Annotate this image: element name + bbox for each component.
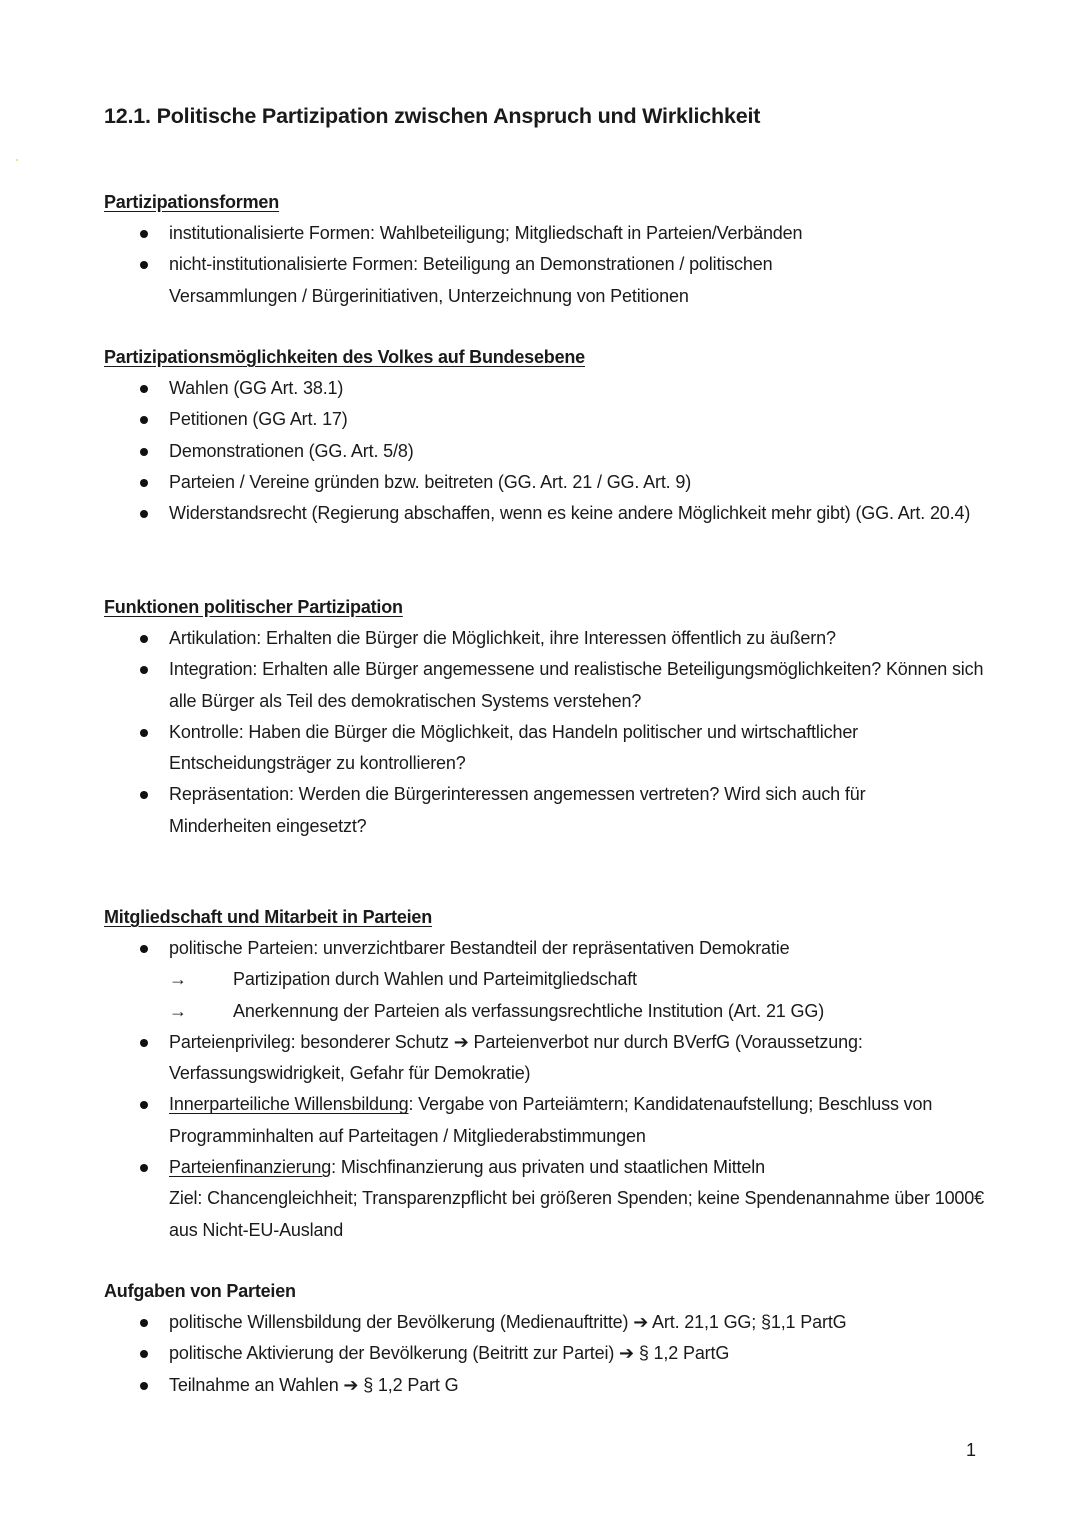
bullet-list (104, 218, 1004, 312)
list-item: Parteienprivileg: besonderer Schutz ➔ Parteienverbot nur durch BVerfG (Voraussetzung: Verfassungswidrigkeit, Gefahr für Demokratie) (104, 1027, 1004, 1090)
list-item: Parteienfinanzierung: Mischfinanzierung aus privaten und staatlichen Mitteln Ziel: Chancengleichheit; Transparenzpflicht bei größeren Spenden; keine Spendenannahme über 1000€ aus Nicht-EU-Ausland (104, 1152, 1004, 1246)
term-label: Innerparteiliche Willensbildung (169, 1094, 409, 1115)
bullet-icon (140, 945, 148, 953)
list-item: politische Willensbildung der Bevölkerung (Medienauftritte) ➔ Art. 21,1 GG; §1,1 PartG (104, 1307, 1004, 1338)
page-title: 12.1. Politische Partizipation zwischen Anspruch und Wirklichkeit (104, 104, 761, 128)
bullet-icon (140, 479, 148, 487)
list-item: Integration: Erhalten alle Bürger angemessene und realistische Beteiligungsmöglichkeiten? Können sich alle Bürger als Teil des demokratischen Systems verstehen? (104, 654, 1004, 717)
list-item: Widerstandsrecht (Regierung abschaffen, wenn es keine andere Möglichkeit mehr gibt) (GG. Art. 20.4) (104, 498, 1004, 529)
list-item: politische Aktivierung der Bevölkerung (Beitritt zur Partei) ➔ § 1,2 PartG (104, 1338, 1004, 1369)
bullet-icon (140, 1164, 148, 1172)
bullet-icon (140, 261, 148, 269)
section-partizipationsmoeglichkeiten (104, 342, 1004, 529)
bullet-list (104, 933, 1004, 1246)
section-mitgliedschaft (104, 902, 1004, 1246)
bullet-icon (140, 510, 148, 518)
list-item: Innerparteiliche Willensbildung: Vergabe von Parteiämtern; Kandidatenaufstellung; Beschluss von Programminhalten auf Parteitagen / Mitgliederabstimmungen (104, 1089, 1004, 1152)
section-heading: Funktionen politischer Partizipation (104, 597, 403, 617)
sub-item: → Anerkennung der Parteien als verfassungsrechtliche Institution (Art. 21 GG) (169, 996, 1004, 1027)
list-item: Repräsentation: Werden die Bürgerinteressen angemessen vertreten? Wird sich auch für Minderheiten eingesetzt? (104, 779, 1004, 842)
list-item: Artikulation: Erhalten die Bürger die Möglichkeit, ihre Interessen öffentlich zu äußern? (104, 623, 1004, 654)
page-number: 1 (966, 1440, 977, 1460)
section-heading: Partizipationsformen (104, 192, 280, 212)
list-item: Teilnahme an Wahlen ➔ § 1,2 Part G (104, 1370, 1004, 1401)
list-item: nicht-institutionalisierte Formen: Beteiligung an Demonstrationen / politischen Versammlungen / Bürgerinitiativen, Unterzeichnung von Petitionen (104, 249, 1004, 312)
section-partizipationsformen (104, 187, 1004, 312)
bullet-icon (140, 1101, 148, 1109)
bullet-icon (140, 666, 148, 674)
bullet-icon (140, 416, 148, 424)
bullet-icon (140, 1350, 148, 1358)
bullet-icon (140, 635, 148, 643)
list-item: Petitionen (GG Art. 17) (104, 404, 1004, 435)
bullet-icon (140, 1382, 148, 1390)
bullet-icon (140, 385, 148, 393)
arrow-right-icon: → (169, 1000, 187, 1021)
list-item: institutionalisierte Formen: Wahlbeteiligung; Mitgliedschaft in Parteien/Verbänden (104, 218, 1004, 249)
bullet-icon (140, 1319, 148, 1327)
section-aufgaben (104, 1276, 1004, 1401)
bullet-icon (140, 230, 148, 238)
bullet-icon (140, 791, 148, 799)
list-item: Kontrolle: Haben die Bürger die Möglichkeit, das Handeln politischer und wirtschaftlicher Entscheidungsträger zu kontrollieren? (104, 717, 1004, 780)
bullet-icon (140, 1039, 148, 1047)
section-heading: Mitgliedschaft und Mitarbeit in Parteien (104, 907, 433, 927)
arrow-right-icon: → (169, 969, 187, 990)
bullet-icon (140, 448, 148, 456)
section-heading: Partizipationsmöglichkeiten des Volkes auf Bundesebene (104, 347, 585, 367)
bullet-list (104, 1307, 1004, 1401)
list-item: politische Parteien: unverzichtbarer Bestandteil der repräsentativen Demokratie → Partizipation durch Wahlen und Parteimitgliedschaft → Anerkennung der Parteien als verfassungsrechtliche Institution (Art. 21 GG) (104, 933, 1004, 1027)
bullet-list (104, 373, 1004, 529)
scan-artifact (16, 159, 18, 161)
list-item: Wahlen (GG Art. 38.1) (104, 373, 1004, 404)
bullet-list (104, 623, 1004, 842)
list-item: Parteien / Vereine gründen bzw. beitreten (GG. Art. 21 / GG. Art. 9) (104, 467, 1004, 498)
section-funktionen (104, 592, 1004, 842)
section-heading: Aufgaben von Parteien (104, 1281, 296, 1301)
sub-item: → Partizipation durch Wahlen und Parteimitgliedschaft (169, 964, 1004, 995)
term-label: Parteienfinanzierung (169, 1157, 332, 1178)
list-item: Demonstrationen (GG. Art. 5/8) (104, 436, 1004, 467)
bullet-icon (140, 729, 148, 737)
